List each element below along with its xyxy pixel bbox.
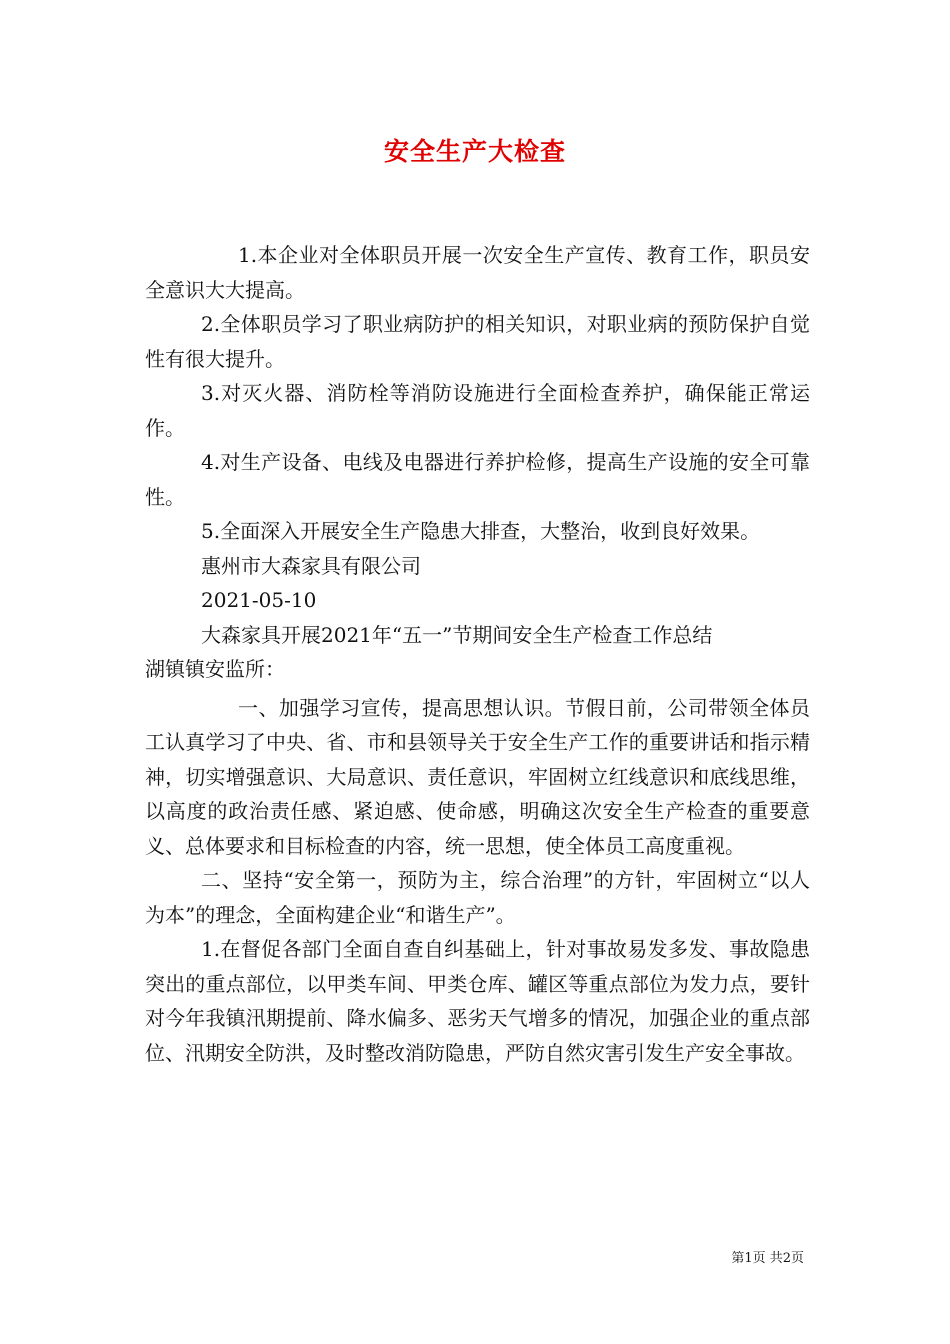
page-number: 第1页 共2页 — [731, 1251, 804, 1266]
paragraph-4: 4.对生产设备、电线及电器进行养护检修，提高生产设施的安全可靠性。 — [145, 450, 810, 509]
section-two-item-1: 1.在督促各部门全面自查自纠基础上，针对事故易发多发、事故隐患突出的重点部位，以甲类车间、甲类仓库、罐区等重点部位为发力点，要针对今年我镇汛期提前、降水偏多、恶劣天气增多的情况，加强企业的重点部位、汛期安全防洪，及时整改消防隐患，严防自然灾害引发生产安全事故。 — [145, 937, 810, 1065]
paragraph-2: 2.全体职员学习了职业病防护的相关知识，对职业病的预防保护自觉性有很大提升。 — [145, 312, 810, 371]
document-date: 2021-05-10 — [201, 588, 317, 612]
summary-heading: 大森家具开展2021年“五一”节期间安全生产检查工作总结 — [201, 622, 713, 647]
document-title: 安全生产大检查 — [383, 137, 566, 166]
paragraph-3: 3.对灭火器、消防栓等消防设施进行全面检查养护，确保能正常运作。 — [145, 381, 810, 440]
paragraph-1: 1.本企业对全体职员开展一次安全生产宣传、教育工作，职员安全意识大大提高。 — [145, 243, 810, 302]
paragraph-5: 5.全面深入开展安全生产隐患大排查，大整治，收到良好效果。 — [201, 519, 761, 543]
company-name: 惠州市大森家具有限公司 — [201, 553, 421, 578]
section-two: 二、坚持“安全第一，预防为主，综合治理”的方针，牢固树立“以人为本”的理念，全面构建企业“和谐生产”。 — [145, 868, 810, 927]
document-body — [145, 238, 810, 1070]
section-one: 一、加强学习宣传，提高思想认识。节假日前，公司带领全体员工认真学习了中央、省、市和县领导关于安全生产工作的重要讲话和指示精神，切实增强意识、大局意识、责任意识，牢固树立红线意识和底线思维，以高度的政治责任感、紧迫感、使命感，明确这次安全生产检查的重要意义、总体要求和目标检查的内容，统一思想，使全体员工高度重视。 — [145, 695, 810, 858]
recipient: 湖镇镇安监所： — [145, 657, 285, 681]
